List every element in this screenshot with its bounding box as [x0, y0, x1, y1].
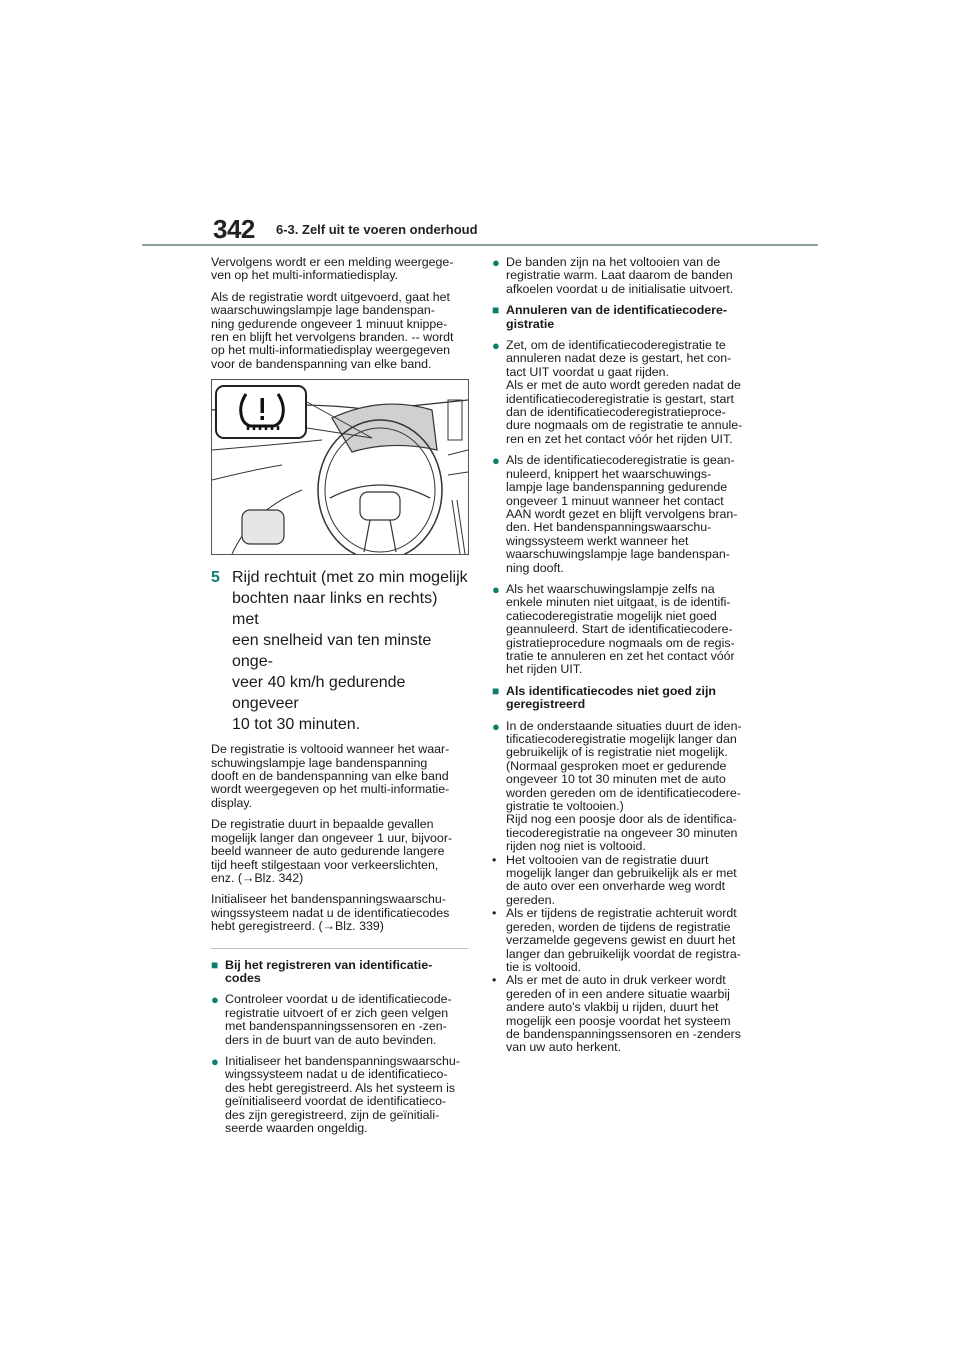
dash-text: Als er tijdens de registratie achteruit wordt gereden, worden de tijdens de registratie verzamelde gegevens gewist en duurt het langer dan gebruikelijk voordat de registra- tie is voltooid.	[506, 906, 741, 974]
bullet-item	[492, 339, 758, 446]
square-marker-icon: ■	[492, 303, 500, 318]
bullet-text: Initialiseer het bandenspanningswaarschu- wingssysteem nadat u de identificatieco- des hebt geregistreerd. Als het systeem is geïnitialiseerd voordat de identificatieco- des zijn geregistreerd, zijn de geïnitiali- seerde waarden ongeldig.	[225, 1053, 460, 1135]
bullet-text: Controleer voordat u de identificatiecode- registratie uitvoert of er zich geen velgen met bandenspanningssensoren en -zen- ders in de buurt van de auto bevinden.	[225, 992, 452, 1047]
dash-item	[492, 854, 758, 908]
dash-item	[492, 907, 758, 974]
bullet-text: In de onderstaande situaties duurt de iden- tificatiecoderegistratie mogelijk langer dan gebruikelijk of is registratie niet mogelijk. (Normaal gesproken moet er gedurende ongeveer 10 tot 30 minuten met de auto worden gereden om de identificatiecodere- gistratie te voltooien.) Rijd nog een poosje door als de identifica- tiecoderegistratie na ongeveer 30 minuten rijden nog niet is voltooid.	[506, 718, 742, 854]
subheading-text: Als identificatiecodes niet goed zijn geregistreerd	[506, 683, 716, 712]
subheading-text: Bij het registreren van identificatie- codes	[225, 957, 433, 985]
paragraph: Initialiseer het bandenspanningswaarschu- wingssysteem nadat u de identificatiecodes hebt geregistreerd. (→Blz. 339)	[211, 892, 450, 934]
bullet-item	[492, 256, 758, 296]
bullet-item	[211, 1055, 468, 1135]
bullet-item	[211, 993, 468, 1047]
section-title: 6-3. Zelf uit te voeren onderhoud	[276, 222, 478, 237]
paragraph: Vervolgens wordt er een melding weergege- ven op het multi-informatiedisplay.	[211, 255, 454, 283]
page-number: 342	[213, 214, 255, 244]
bullet-text: De banden zijn na het voltooien van de registratie warm. Laat daarom de banden afkoelen voordat u de initialisatie uitvoert.	[506, 255, 734, 296]
bullet-dot-icon: ●	[492, 581, 500, 597]
paragraph: Als de registratie wordt uitgevoerd, gaat het waarschuwingslampje lage bandenspan- ning gedurende ongeveer 1 minuut knippe- ren en blijft het vervolgens branden. -- wordt op het multi-informatiedisplay weergegeven voor de bandenspanning van elke band.	[211, 289, 454, 371]
step-text: Rijd rechtuit (met zo min mogelijk bochten naar links en rechts) met een snelheid van ten minste onge- veer 40 km/h gedurende ongeveer 10 tot 30 minuten.	[232, 569, 468, 734]
dash-marker: •	[492, 906, 497, 921]
step-5	[211, 567, 468, 735]
step-number: 5	[211, 569, 220, 587]
tpms-warning-illustration	[212, 380, 468, 554]
header-divider	[142, 244, 818, 246]
bullet-dot-icon: ●	[211, 1053, 219, 1069]
subheading-text: Annuleren van de identificatiecodere- gistratie	[506, 303, 728, 331]
dash-item	[492, 974, 758, 1054]
bullet-item	[492, 454, 758, 575]
subheading	[492, 304, 758, 331]
bullet-item	[492, 720, 758, 854]
dashboard-illustration	[211, 379, 469, 555]
bullet-dot-icon: ●	[492, 255, 500, 270]
bullet-item	[492, 583, 758, 677]
dash-marker: •	[492, 852, 497, 867]
dash-marker: •	[492, 973, 497, 988]
dash-text: Als er met de auto in druk verkeer wordt gereden of in een andere situatie waarbij andere auto's vlakbij u rijden, duurt het mogelijk een poosje voordat het systeem de bandenspanningssensoren en -zenders van uw auto herkent.	[506, 973, 741, 1055]
bullet-dot-icon: ●	[492, 338, 500, 354]
bullet-text: Zet, om de identificatiecoderegistratie te annuleren nadat deze is gestart, het con- tact UIT voordat u gaat rijden. Als er met de auto wordt gereden nadat de identificatiecoderegistratie is gestart, start dan de identificatiecoderegistratieproce- dure nogmaals om de registratie te annule- ren en zet het contact vóór het rijden UIT.	[506, 338, 743, 446]
paragraph: De registratie duurt in bepaalde gevallen mogelijk langer dan ongeveer 1 uur, bijvoor- beeld wanneer de auto gedurende langere tijd heeft stilgestaan voor verkeerslichten, enz. (→Blz. 342)	[211, 817, 453, 885]
square-marker-icon: ■	[492, 683, 500, 698]
bullet-dot-icon: ●	[211, 992, 219, 1008]
bullet-text: Als het waarschuwingslampje zelfs na enkele minuten niet uitgaat, is de identifi- catiecoderegistratie mogelijk niet goed geannuleerd. Start de identificatiecodere- gistratieprocedure nogmaals om de regis- tratie te annuleren en zet het contact vóór het rijden UIT.	[506, 581, 735, 677]
bullet-text: Als de identificatiecoderegistratie is gean- nuleerd, knippert het waarschuwings- lampje lage bandenspanning gedurende ongeveer 1 minuut wanneer het contact AAN wordt gezet en blijft vervolgens bran- den. Het bandenspanningswaarschu- wingssysteem werkt wanneer het waarschuwingslampje lage bandenspan- ning dooft.	[506, 453, 738, 575]
subheading	[492, 685, 758, 712]
subheading	[211, 959, 468, 986]
bullet-dot-icon: ●	[492, 718, 500, 734]
bullet-dot-icon: ●	[492, 453, 500, 469]
right-column	[492, 256, 758, 1055]
section-divider	[211, 948, 468, 949]
square-marker-icon: ■	[211, 957, 219, 972]
left-column	[211, 256, 468, 1143]
paragraph: De registratie is voltooid wanneer het waar- schuwingslampje lage bandenspanning dooft en de bandenspanning van elke band wordt weergegeven op het multi-informatie- display.	[211, 742, 450, 810]
dash-text: Het voltooien van de registratie duurt mogelijk langer dan gebruikelijk als er met de auto over een onverharde weg wordt gereden.	[506, 852, 737, 907]
